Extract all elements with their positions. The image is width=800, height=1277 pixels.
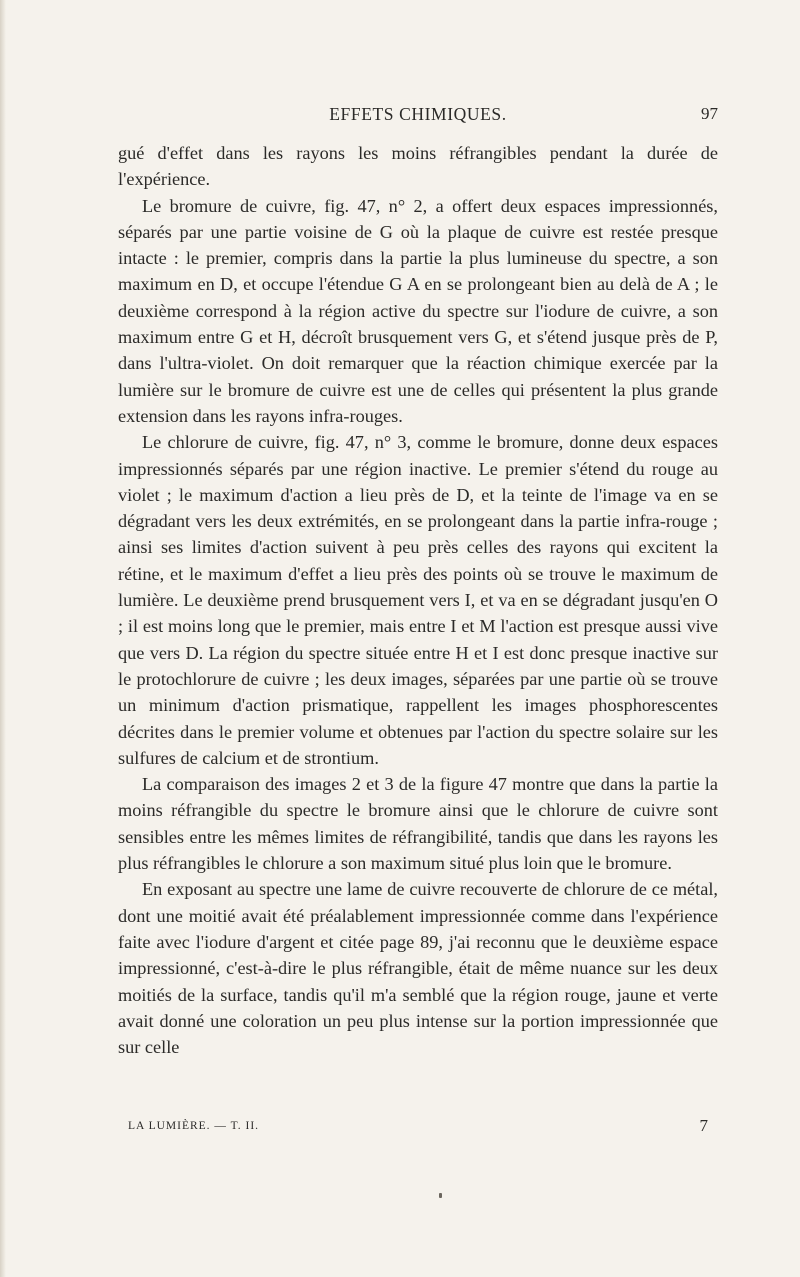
page-binding-edge — [0, 0, 6, 1277]
body-text — [118, 140, 718, 1060]
paragraph-1: gué d'effet dans les rayons les moins réfrangibles pendant la durée de l'expérience. — [118, 143, 718, 190]
running-head — [118, 104, 718, 130]
paragraph-4: La comparaison des images 2 et 3 de la figure 47 montre que dans la partie la moins réfrangible du spectre le bromure ainsi que le chlorure de cuivre sont sensibles entre les mêmes limites de réfrangibilité, tandis que dans les rayons les plus réfrangibles le chlorure a son maximum situé plus loin que le bromure. — [118, 774, 718, 874]
paragraph-2: Le bromure de cuivre, fig. 47, n° 2, a offert deux espaces impressionnés, séparés par une partie voisine de G où la plaque de cuivre est restée presque intacte : le premier, compris dans la partie la plus lumineuse du spectre, a son maximum en D, et occupe l'étendue G A en se prolongeant bien au delà de A ; le deuxième correspond à la région active du spectre sur l'iodure de cuivre, a son maximum entre G et H, décroît brusquement vers G, et s'étend jusque près de P, dans l'ultra-violet. On doit remarquer que la réaction chimique exercée par la lumière sur le bromure de cuivre est une de celles qui présentent la plus grande extension dans les rayons infra-rouges. — [118, 195, 718, 426]
page-header-title: EFFETS CHIMIQUES. — [329, 104, 507, 124]
page-footer — [128, 1116, 712, 1146]
footer-signature: LA LUMIÈRE. — T. II. — [128, 1120, 260, 1132]
page-number: 97 — [701, 104, 718, 123]
paragraph-3: Le chlorure de cuivre, fig. 47, n° 3, comme le bromure, donne deux espaces impressionnés séparés par une région inactive. Le premier s'étend du rouge au violet ; le maximum d'action a lieu près de D, et la teinte de l'image va en se dégradant vers les deux extrémités, en se prolongeant dans la partie infra-rouge ; ainsi ses limites d'action suivent à peu près celles des rayons qui excitent la rétine, et le maximum d'effet a lieu près des points où se trouve le maximum de lumière. Le deuxième prend brusquement vers I, et va en se dégradant jusqu'en O ; il est moins long que le premier, mais entre I et M l'action est presque aussi vive que vers D. La région du spectre située entre H et I est donc presque inactive sur le protochlorure de cuivre ; les deux images, séparées par une partie où se trouve un minimum d'action prismatique, rappellent les images phosphorescentes décrites dans le premier volume et obtenues par l'action du spectre solaire sur les sulfures de calcium et de strontium. — [118, 432, 718, 768]
paper-speck — [439, 1193, 442, 1198]
sheet-number: 7 — [699, 1116, 708, 1135]
paragraph-5: En exposant au spectre une lame de cuivre recouverte de chlorure de ce métal, dont une moitié avait été préalablement impressionnée comme dans l'expérience faite avec l'iodure d'argent et citée page 89, j'ai reconnu que le deuxième espace impressionné, c'est-à-dire le plus réfrangible, était de même nuance sur les deux moitiés de la surface, tandis qu'il m'a semblé que la région rouge, jaune et verte avait donné une coloration un peu plus intense sur la portion impressionnée que sur celle — [118, 879, 718, 1058]
